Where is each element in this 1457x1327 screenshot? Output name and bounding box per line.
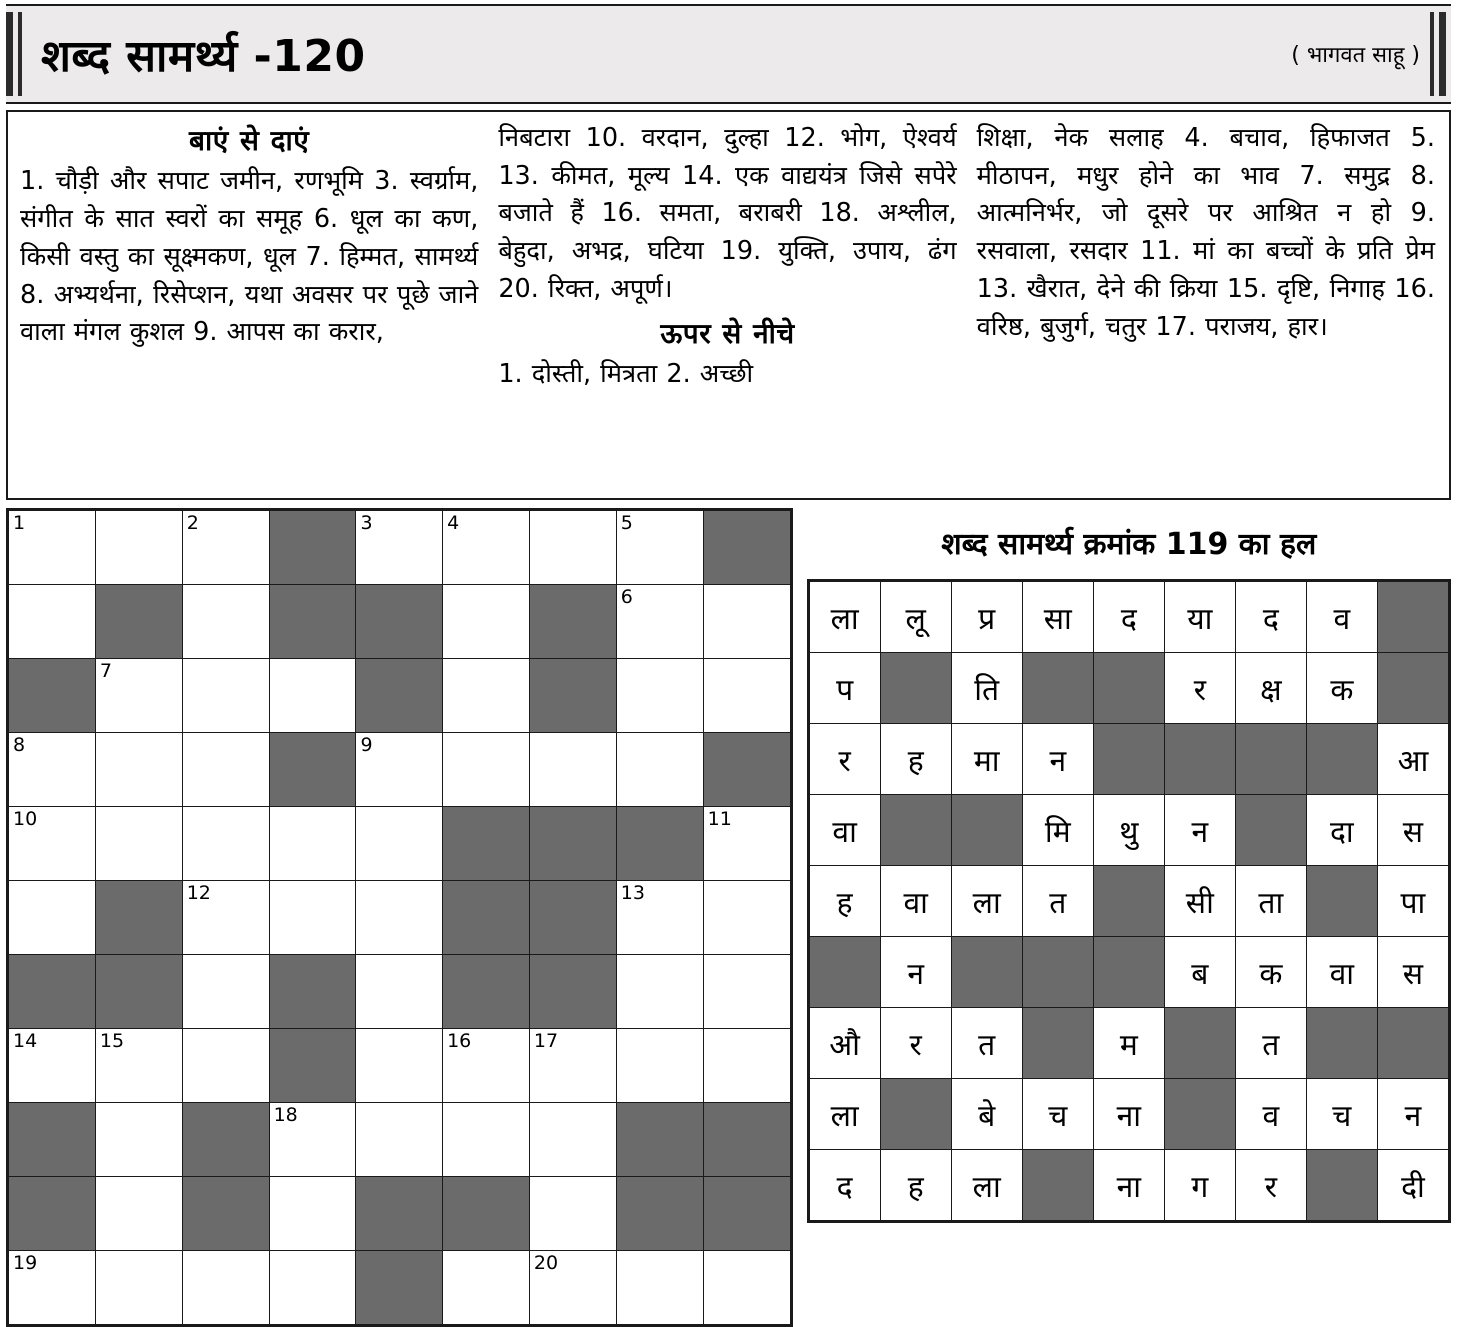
crossword-cell[interactable] <box>182 1251 269 1325</box>
solution-cell: वा <box>880 866 951 937</box>
crossword-cell-number: 3 <box>360 512 373 534</box>
solution-cell: न <box>1377 1079 1448 1150</box>
crossword-cell-blocked <box>703 1177 790 1251</box>
crossword-cell-blocked <box>616 1177 703 1251</box>
solution-cell: स <box>1377 795 1448 866</box>
newspaper-crossword-page <box>0 4 1457 1274</box>
crossword-row <box>9 807 791 881</box>
crossword-cell-blocked <box>269 955 356 1029</box>
crossword-cell[interactable] <box>356 1029 443 1103</box>
crossword-cell[interactable] <box>616 585 703 659</box>
solution-cell: व <box>1235 1079 1306 1150</box>
solution-cell: त <box>1022 866 1093 937</box>
solution-cell-blocked <box>1306 1008 1377 1079</box>
crossword-cell[interactable] <box>269 807 356 881</box>
crossword-cell-blocked <box>356 585 443 659</box>
clues-column-1 <box>12 118 488 494</box>
crossword-cell[interactable] <box>9 733 96 807</box>
crossword-cell[interactable] <box>443 511 530 585</box>
solution-cell: औ <box>809 1008 880 1079</box>
crossword-cell[interactable] <box>356 733 443 807</box>
crossword-row <box>9 955 791 1029</box>
crossword-row <box>9 1177 791 1251</box>
crossword-cell-blocked <box>529 955 616 1029</box>
solution-cell: द <box>809 1150 880 1221</box>
crossword-cell[interactable] <box>703 1029 790 1103</box>
solution-row <box>809 795 1448 866</box>
solution-cell-blocked <box>1164 1008 1235 1079</box>
solution-cell-blocked <box>1022 1008 1093 1079</box>
solution-cell-blocked <box>1377 582 1448 653</box>
crossword-row <box>9 659 791 733</box>
solution-cell: च <box>1022 1079 1093 1150</box>
crossword-cell[interactable] <box>9 1251 96 1325</box>
crossword-cell-number: 7 <box>99 660 112 682</box>
across-heading: बाएं से दाएं <box>189 124 310 157</box>
crossword-cell[interactable] <box>182 1029 269 1103</box>
solution-cell: बे <box>951 1079 1022 1150</box>
solution-cell: या <box>1164 582 1235 653</box>
solution-cell: क <box>1235 937 1306 1008</box>
crossword-cell-number: 6 <box>620 586 633 608</box>
solution-cell-blocked <box>1022 653 1093 724</box>
solution-cell: ह <box>809 866 880 937</box>
crossword-cell-blocked <box>356 659 443 733</box>
crossword-cell-number: 11 <box>707 808 732 830</box>
crossword-table[interactable] <box>8 510 791 1325</box>
solution-cell: र <box>880 1008 951 1079</box>
page-title: शब्द सामर्थ्य -120 <box>41 31 366 82</box>
crossword-cell[interactable] <box>529 1177 616 1251</box>
solution-cell: त <box>951 1008 1022 1079</box>
crossword-cell[interactable] <box>703 955 790 1029</box>
crossword-cell-blocked <box>443 881 530 955</box>
solution-cell: मा <box>951 724 1022 795</box>
solution-row <box>809 1150 1448 1221</box>
crossword-cell[interactable] <box>95 1103 182 1177</box>
crossword-cell[interactable] <box>356 955 443 1029</box>
crossword-cell[interactable] <box>356 881 443 955</box>
crossword-cell-number: 1 <box>13 512 26 534</box>
solution-cell-blocked <box>1093 653 1164 724</box>
crossword-cell[interactable] <box>95 1029 182 1103</box>
crossword-cell-blocked <box>269 1029 356 1103</box>
crossword-row <box>9 733 791 807</box>
crossword-cell[interactable] <box>269 1251 356 1325</box>
solution-row <box>809 937 1448 1008</box>
crossword-cell-blocked <box>443 1177 530 1251</box>
solution-cell: क <box>1306 653 1377 724</box>
crossword-cell[interactable] <box>356 1103 443 1177</box>
crossword-cell[interactable] <box>703 1251 790 1325</box>
crossword-row <box>9 881 791 955</box>
crossword-cell-blocked <box>703 733 790 807</box>
solution-cell-blocked <box>880 795 951 866</box>
crossword-cell[interactable] <box>529 733 616 807</box>
crossword-cell[interactable] <box>443 585 530 659</box>
crossword-cell[interactable] <box>529 511 616 585</box>
crossword-cell[interactable] <box>182 733 269 807</box>
crossword-cell[interactable] <box>95 1177 182 1251</box>
solution-cell: पा <box>1377 866 1448 937</box>
crossword-cell[interactable] <box>9 807 96 881</box>
solution-cell: ता <box>1235 866 1306 937</box>
crossword-cell-number: 19 <box>13 1252 38 1274</box>
crossword-cell-number: 16 <box>447 1030 472 1052</box>
solution-cell: मि <box>1022 795 1093 866</box>
crossword-cell[interactable] <box>443 1103 530 1177</box>
crossword-cell-blocked <box>95 881 182 955</box>
solution-cell: र <box>1164 653 1235 724</box>
solution-cell-blocked <box>1235 724 1306 795</box>
crossword-cell-blocked <box>703 1103 790 1177</box>
solution-title: शब्द सामर्थ्य क्रमांक 119 का हल <box>941 527 1317 562</box>
solution-cell: च <box>1306 1079 1377 1150</box>
solution-cell: सा <box>1022 582 1093 653</box>
crossword-cell-number: 20 <box>533 1252 559 1274</box>
solution-cell: र <box>1235 1150 1306 1221</box>
crossword-cell-blocked <box>703 511 790 585</box>
crossword-cell[interactable] <box>616 1251 703 1325</box>
solution-cell: म <box>1093 1008 1164 1079</box>
crossword-cell-number: 15 <box>99 1030 125 1052</box>
crossword-cell-blocked <box>269 733 356 807</box>
crossword-cell-number: 12 <box>186 882 211 904</box>
crossword-cell[interactable] <box>95 733 182 807</box>
solution-cell-blocked <box>1093 724 1164 795</box>
solution-row <box>809 1079 1448 1150</box>
crossword-cell-blocked <box>529 807 616 881</box>
crossword-cell-blocked <box>616 1103 703 1177</box>
solution-cell-blocked <box>1022 937 1093 1008</box>
crossword-cell-number: 2 <box>186 512 199 534</box>
crossword-cell-number: 5 <box>620 512 633 534</box>
crossword-cell-blocked <box>356 1251 443 1325</box>
crossword-cell[interactable] <box>182 881 269 955</box>
crossword-grid[interactable] <box>6 508 793 1327</box>
crossword-cell-number: 4 <box>447 512 460 534</box>
solution-section <box>807 508 1451 1223</box>
crossword-cell[interactable] <box>616 1029 703 1103</box>
clues-column-2 <box>488 118 966 494</box>
solution-cell: सी <box>1164 866 1235 937</box>
crossword-cell[interactable] <box>703 807 790 881</box>
solution-cell: द <box>1093 582 1164 653</box>
solution-cell-blocked <box>880 653 951 724</box>
crossword-cell-blocked <box>443 807 530 881</box>
crossword-cell-blocked <box>356 1177 443 1251</box>
crossword-cell-number: 8 <box>13 734 26 756</box>
crossword-cell[interactable] <box>529 1029 616 1103</box>
crossword-cell[interactable] <box>95 1251 182 1325</box>
solution-row <box>809 724 1448 795</box>
crossword-cell-blocked <box>529 881 616 955</box>
crossword-cell-number: 14 <box>13 1030 38 1052</box>
crossword-cell-blocked <box>529 585 616 659</box>
solution-table <box>809 581 1449 1221</box>
solution-cell-blocked <box>1377 1008 1448 1079</box>
solution-cell: त <box>1235 1008 1306 1079</box>
crossword-cell-blocked <box>95 585 182 659</box>
solution-row <box>809 653 1448 724</box>
crossword-cell[interactable] <box>269 881 356 955</box>
solution-cell: वा <box>809 795 880 866</box>
solution-cell: स <box>1377 937 1448 1008</box>
crossword-cell-number: 13 <box>620 882 645 904</box>
crossword-cell[interactable] <box>616 659 703 733</box>
crossword-cell-number: 10 <box>13 808 38 830</box>
crossword-cell[interactable] <box>269 659 356 733</box>
crossword-cell[interactable] <box>443 1029 530 1103</box>
solution-cell-blocked <box>880 1079 951 1150</box>
solution-cell: प <box>809 653 880 724</box>
crossword-cell[interactable] <box>443 1251 530 1325</box>
solution-cell: ह <box>880 724 951 795</box>
crossword-cell[interactable] <box>9 511 96 585</box>
solution-cell-blocked <box>1022 1150 1093 1221</box>
solution-cell: न <box>880 937 951 1008</box>
solution-cell: ग <box>1164 1150 1235 1221</box>
crossword-cell[interactable] <box>182 511 269 585</box>
crossword-cell-blocked <box>616 807 703 881</box>
crossword-cell-blocked <box>9 1103 96 1177</box>
down-clues-part-2: शिक्षा, नेक सलाह 4. बचाव, हिफाजत 5. मीठापन, मधुर होने का भाव 7. समुद्र 8. आत्मनिर्भर, जो दूसरे पर आश्रित न हो 9. रसवाला, रसदार 11. मां का बच्चों के प्रति प्रेम 13. खैरात, देने की क्रिया 15. दृष्टि, निगाह 16. वरिष्ठ, बुजुर्ग, चतुर 17. पराजय, हार। <box>976 123 1435 342</box>
solution-cell: ला <box>951 866 1022 937</box>
crossword-cell-blocked <box>529 659 616 733</box>
crossword-cell-blocked <box>443 955 530 1029</box>
crossword-cell[interactable] <box>703 881 790 955</box>
solution-cell-blocked <box>1164 1079 1235 1150</box>
solution-cell: ना <box>1093 1079 1164 1150</box>
solution-cell-blocked <box>1306 1150 1377 1221</box>
solution-cell: थु <box>1093 795 1164 866</box>
down-heading: ऊपर से नीचे <box>660 316 795 350</box>
crossword-cell[interactable] <box>443 659 530 733</box>
crossword-cell[interactable] <box>356 807 443 881</box>
crossword-cell-blocked <box>182 1103 269 1177</box>
solution-cell-blocked <box>1235 795 1306 866</box>
crossword-cell-blocked <box>9 659 96 733</box>
solution-cell: ला <box>809 1079 880 1150</box>
solution-cell: वा <box>1306 937 1377 1008</box>
solution-cell: दी <box>1377 1150 1448 1221</box>
crossword-cell[interactable] <box>95 511 182 585</box>
crossword-row <box>9 1251 791 1325</box>
solution-cell-blocked <box>951 937 1022 1008</box>
crossword-cell[interactable] <box>529 1251 616 1325</box>
down-clues-part-1: 1. दोस्ती, मित्रता 2. अच्छी <box>498 359 754 390</box>
page-header <box>6 4 1451 104</box>
crossword-cell-number: 9 <box>360 734 373 756</box>
solution-cell: ह <box>880 1150 951 1221</box>
crossword-cell-blocked <box>269 585 356 659</box>
solution-cell-blocked <box>1093 866 1164 937</box>
crossword-cell[interactable] <box>269 1103 356 1177</box>
solution-cell-blocked <box>951 795 1022 866</box>
crossword-cell[interactable] <box>703 585 790 659</box>
crossword-cell[interactable] <box>269 1177 356 1251</box>
crossword-cell[interactable] <box>9 1029 96 1103</box>
solution-cell: र <box>809 724 880 795</box>
clues-column-3 <box>967 118 1445 494</box>
solution-cell: न <box>1164 795 1235 866</box>
crossword-cell-number: 18 <box>273 1104 298 1126</box>
crossword-cell[interactable] <box>182 955 269 1029</box>
header-left-rule-icon <box>6 6 27 102</box>
solution-cell-blocked <box>1093 937 1164 1008</box>
crossword-row <box>9 511 791 585</box>
crossword-cell-blocked <box>182 1177 269 1251</box>
crossword-cell-blocked <box>95 955 182 1029</box>
crossword-cell-blocked <box>9 955 96 1029</box>
author-credit: ( भागवत साहू ) <box>1291 43 1420 68</box>
crossword-row <box>9 1103 791 1177</box>
solution-row <box>809 866 1448 937</box>
crossword-cell-blocked <box>9 1177 96 1251</box>
solution-cell: न <box>1022 724 1093 795</box>
across-clues-part-1: 1. चौड़ी और सपाट जमीन, रणभूमि 3. स्वर्ग्राम, संगीत के सात स्वरों का समूह 6. धूल का कण, किसी वस्तु का सूक्ष्मकण, धूल 7. हिम्मत, सामर्थ्य 8. अभ्यर्थना, रिसेप्शन, यथा अवसर पर पूछे जाने वाला मंगल कुशल 9. आपस का करार, <box>20 166 479 348</box>
crossword-cell-blocked <box>269 511 356 585</box>
crossword-cell[interactable] <box>616 881 703 955</box>
crossword-cell[interactable] <box>616 511 703 585</box>
solution-cell-blocked <box>809 937 880 1008</box>
crossword-row <box>9 1029 791 1103</box>
solution-cell: ति <box>951 653 1022 724</box>
solution-row <box>809 582 1448 653</box>
crossword-cell[interactable] <box>616 733 703 807</box>
solution-cell-blocked <box>1306 866 1377 937</box>
crossword-cell[interactable] <box>182 807 269 881</box>
solution-cell: लू <box>880 582 951 653</box>
solution-cell: द <box>1235 582 1306 653</box>
crossword-cell[interactable] <box>703 659 790 733</box>
crossword-cell[interactable] <box>443 733 530 807</box>
clues-panel <box>6 110 1451 500</box>
crossword-cell[interactable] <box>95 807 182 881</box>
solution-cell: व <box>1306 582 1377 653</box>
solution-cell: क्ष <box>1235 653 1306 724</box>
crossword-cell-number: 17 <box>533 1030 559 1052</box>
solution-cell-blocked <box>1164 724 1235 795</box>
solution-cell: ला <box>809 582 880 653</box>
crossword-cell[interactable] <box>616 955 703 1029</box>
crossword-cell[interactable] <box>356 511 443 585</box>
solution-cell: ब <box>1164 937 1235 1008</box>
solution-cell: ला <box>951 1150 1022 1221</box>
header-right-rule-icon <box>1430 6 1451 102</box>
solution-grid <box>807 579 1451 1223</box>
crossword-cell[interactable] <box>529 1103 616 1177</box>
solution-cell-blocked <box>1306 724 1377 795</box>
crossword-row <box>9 585 791 659</box>
solution-cell: आ <box>1377 724 1448 795</box>
crossword-cell[interactable] <box>182 585 269 659</box>
puzzle-area <box>6 508 1451 1327</box>
solution-cell: प्र <box>951 582 1022 653</box>
solution-cell: ना <box>1093 1150 1164 1221</box>
across-clues-part-2: निबटारा 10. वरदान, दुल्हा 12. भोग, ऐश्वर्य 13. कीमत, मूल्य 14. एक वाद्ययंत्र जिसे सपेरे बजाते हैं 16. समता, बराबरी 18. अश्लील, बेहुदा, अभद्र, घटिया 19. युक्ति, उपाय, ढंग 20. रिक्त, अपूर्ण। <box>498 123 957 304</box>
solution-row <box>809 1008 1448 1079</box>
crossword-cell[interactable] <box>95 659 182 733</box>
solution-cell: दा <box>1306 795 1377 866</box>
solution-cell-blocked <box>1377 653 1448 724</box>
crossword-cell[interactable] <box>182 659 269 733</box>
crossword-cell[interactable] <box>9 881 96 955</box>
crossword-cell[interactable] <box>9 585 96 659</box>
